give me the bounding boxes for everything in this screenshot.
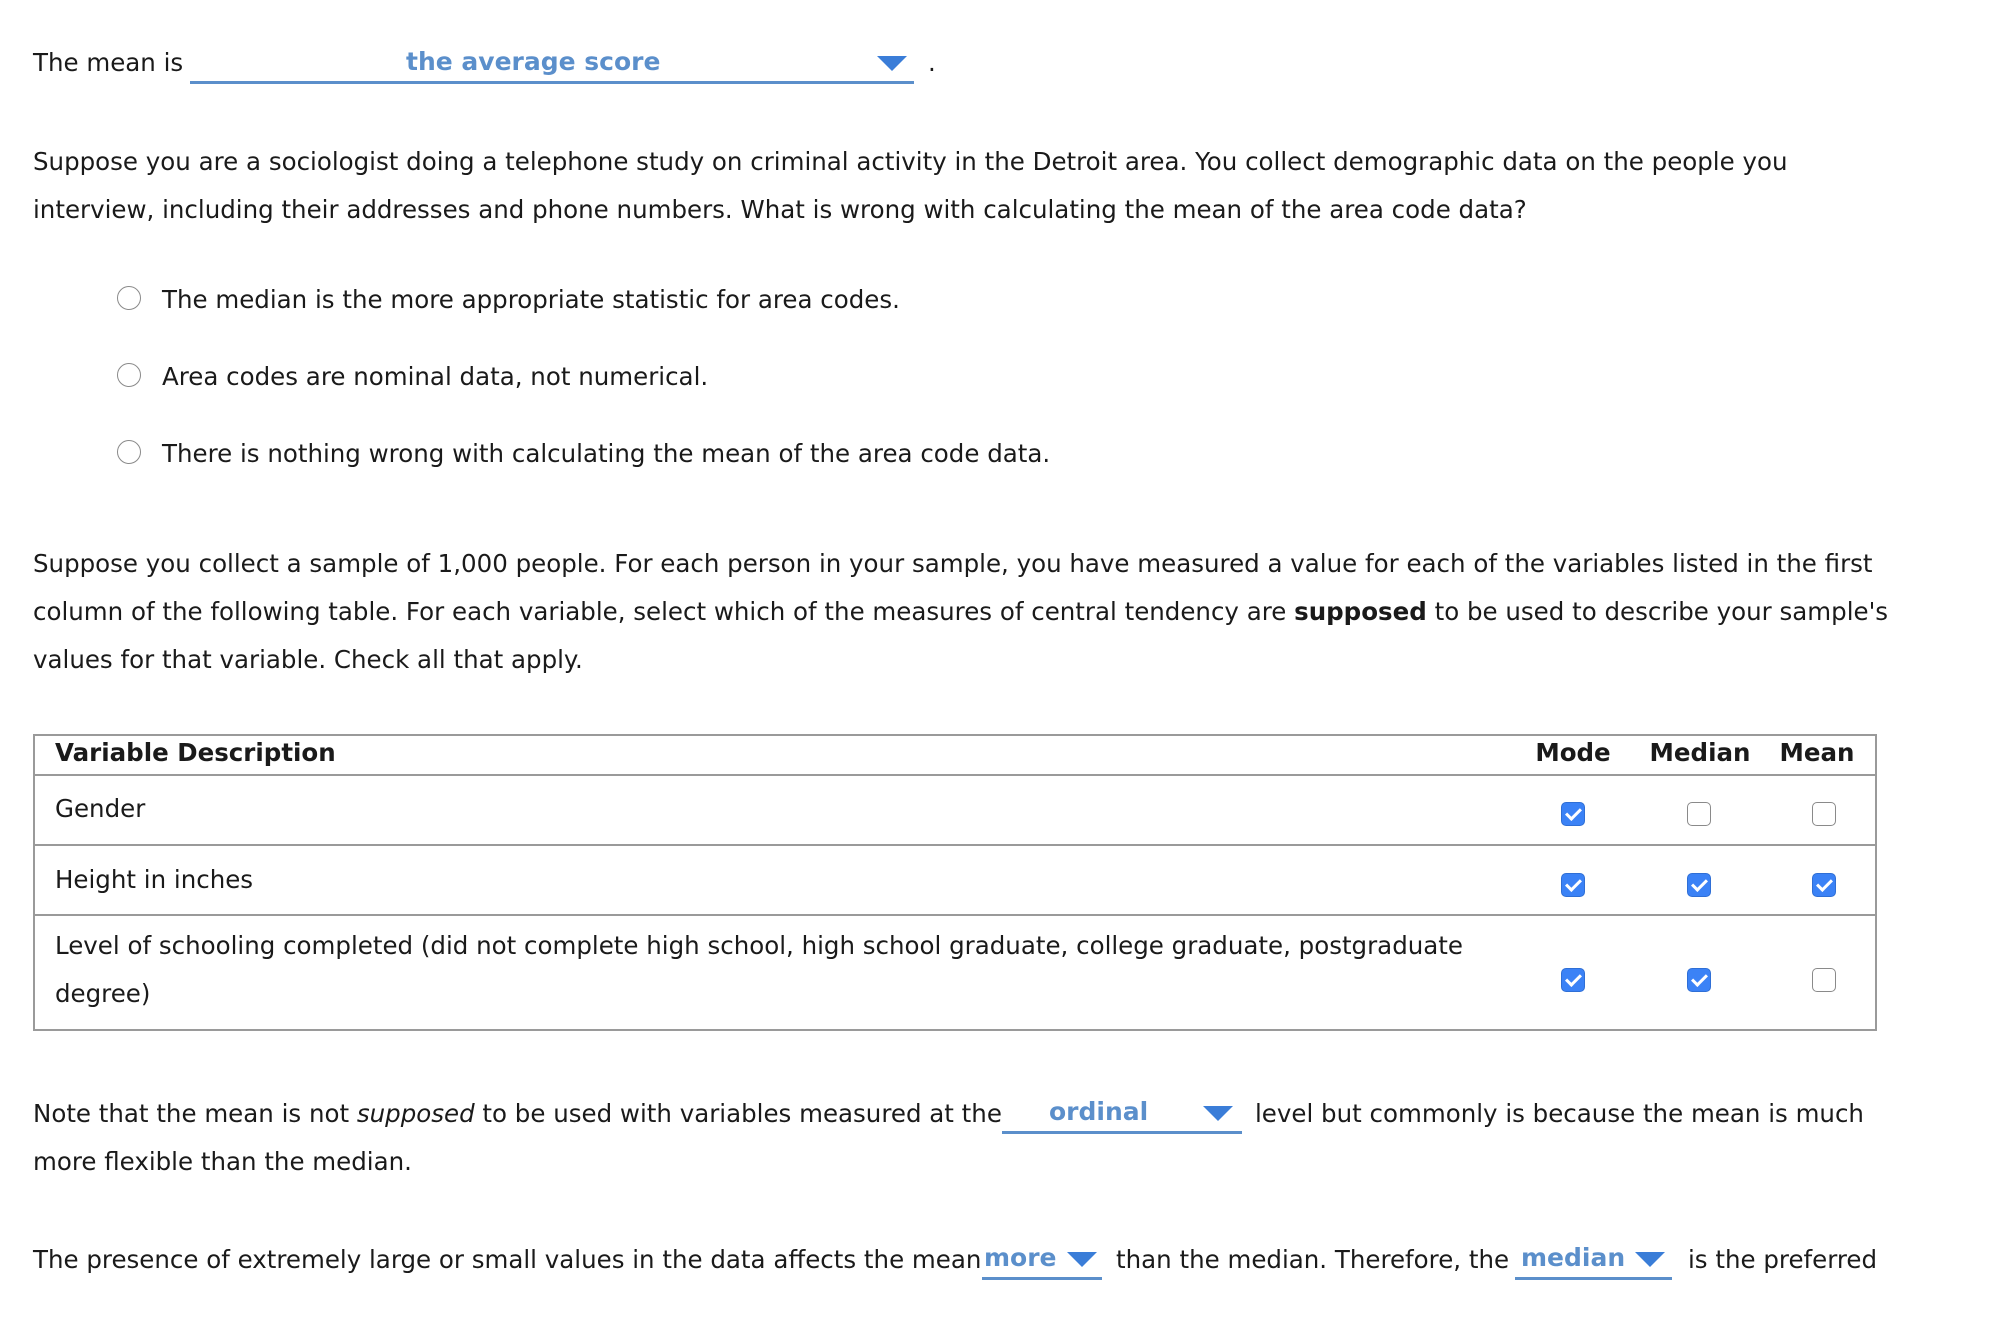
radio-option-1[interactable] [117, 286, 141, 310]
chevron-down-icon [877, 56, 907, 71]
row-schooling-label [55, 922, 1463, 1018]
radio-option-2[interactable] [117, 363, 141, 387]
option-2-label[interactable]: Area codes are nominal data, not numerical. [162, 362, 709, 391]
note-part3: level but commonly is because the mean is much [1255, 1099, 1864, 1128]
mean-definition-selected: the average score [406, 47, 661, 76]
row-schooling-line1: Level of schooling completed (did not complete high school, high school graduate, college graduate, postgraduate [55, 931, 1463, 960]
select-underline [1515, 1277, 1672, 1280]
row-schooling-line2: degree) [55, 979, 151, 1008]
chevron-down-icon [1067, 1252, 1097, 1267]
effect-selected: more [984, 1243, 1057, 1272]
preferred-measure-selected: median [1521, 1243, 1626, 1272]
note-italic: supposed [356, 1099, 475, 1128]
effect-select[interactable] [982, 1236, 1102, 1280]
chevron-down-icon [1635, 1252, 1665, 1267]
q2-prompt [33, 138, 1993, 234]
header-median: Median [1649, 738, 1751, 767]
q3-line3: values for that variable. Check all that apply. [33, 645, 583, 674]
q3-line1: Suppose you collect a sample of 1,000 people. For each person in your sample, you have measured a value for each of the variables listed in the first [33, 549, 1873, 578]
checkbox-gender-mode[interactable] [1561, 802, 1585, 826]
header-mean: Mean [1779, 738, 1855, 767]
row-gender-label: Gender [55, 794, 146, 823]
checkbox-height-mode[interactable] [1561, 873, 1585, 897]
q2-prompt-line1: Suppose you are a sociologist doing a telephone study on criminal activity in the Detroit area. You collect demographic data on the people you [33, 147, 1788, 176]
row-height-label: Height in inches [55, 865, 254, 894]
measurement-level-select[interactable] [1002, 1090, 1242, 1134]
q3-line2-b: to be used to describe your sample's [1426, 597, 1889, 626]
checkbox-schooling-mean[interactable] [1812, 968, 1836, 992]
checkbox-height-mean[interactable] [1812, 873, 1836, 897]
outliers-part2: than the median. Therefore, the [1116, 1245, 1510, 1274]
select-underline [190, 81, 914, 84]
checkbox-gender-mean[interactable] [1812, 802, 1836, 826]
q3-line2 [33, 588, 1993, 636]
radio-option-3[interactable] [117, 440, 141, 464]
chevron-down-icon [1203, 1106, 1233, 1121]
checkbox-gender-median[interactable] [1687, 802, 1711, 826]
preferred-measure-select[interactable] [1515, 1236, 1672, 1280]
mean-definition-select[interactable] [190, 40, 914, 84]
row-divider [35, 774, 1875, 776]
header-mode: Mode [1535, 738, 1611, 767]
select-underline [1002, 1131, 1242, 1134]
row-divider [35, 914, 1875, 916]
option-1-label[interactable]: The median is the more appropriate statistic for area codes. [162, 285, 900, 314]
note-line1-a [33, 1099, 1002, 1128]
checkbox-height-median[interactable] [1687, 873, 1711, 897]
outliers-part3: is the preferred [1688, 1245, 1878, 1274]
option-3-label[interactable]: There is nothing wrong with calculating the mean of the area code data. [162, 439, 1051, 468]
q3-prompt [33, 540, 1993, 684]
q2-prompt-line2: interview, including their addresses and phone numbers. What is wrong with calculating the mean of the area code data? [33, 195, 1527, 224]
checkbox-schooling-median[interactable] [1687, 968, 1711, 992]
q1-suffix: . [928, 48, 936, 77]
q3-line2-bold: supposed [1294, 597, 1427, 626]
header-variable: Variable Description [55, 738, 336, 767]
note-part2: to be used with variables measured at the [474, 1099, 1002, 1128]
outliers-part1: The presence of extremely large or small values in the data affects the mean [33, 1245, 982, 1274]
q1-prefix: The mean is [33, 48, 184, 77]
note-part1: Note that the mean is not [33, 1099, 357, 1128]
select-underline [982, 1277, 1102, 1280]
row-divider [35, 844, 1875, 846]
checkbox-schooling-mode[interactable] [1561, 968, 1585, 992]
measurement-level-selected: ordinal [1049, 1097, 1149, 1126]
central-tendency-table [33, 734, 1877, 1031]
q3-line2-a: column of the following table. For each variable, select which of the measures of central tendency are [33, 597, 1295, 626]
note-line2: more flexible than the median. [33, 1147, 412, 1176]
